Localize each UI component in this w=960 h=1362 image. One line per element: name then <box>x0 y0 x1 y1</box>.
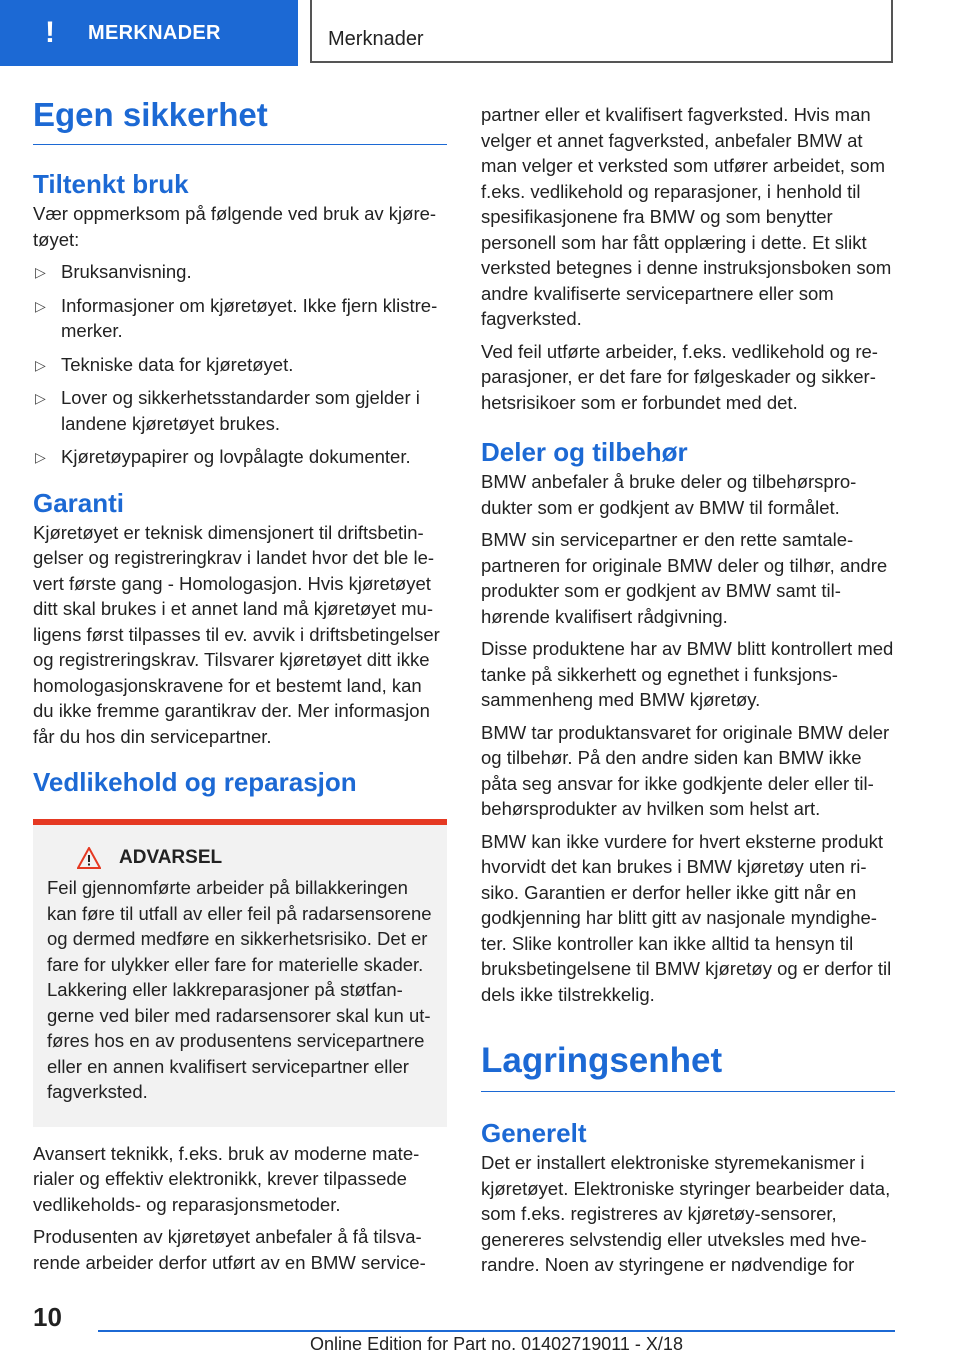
page-number: 10 <box>33 1302 62 1332</box>
chapter-tab-label: MERKNADER <box>88 21 221 44</box>
warning-text: Feil gjennomførte arbeider på billakkeringen kan føre til utfall av eller feil på radarsensorene og dermed medføre en sikkerhetsrisiko. Det er fare for ulykker eller fare for materielle skader. Lakkering eller lakkreparasjoner på støtfangerne ved biler med radarsensorer skal kun utføres hos en av produsentens servicepartnere eller en annen kvalifisert servicepartner eller fagverksted. <box>47 877 432 1102</box>
chapter-tab <box>0 0 298 66</box>
section-title-box <box>310 0 893 63</box>
heading-deler-og-tilbehor: Deler og tilbehør <box>481 437 688 467</box>
left-column <box>33 96 447 1282</box>
list-item: ▷ Kjøretøypapirer og lovpålagte dokumenter. <box>33 444 447 470</box>
parts-paragraph-1: BMW anbefaler å bruke deler og tilbehørsprodukter som er godkjent av BMW til formålet. <box>481 471 857 518</box>
garanti-paragraph: Kjøretøyet er teknisk dimensjonert til driftsbetingelser og registreringkrav i landet hvor det ble levert første gang - Homologasjon. Hvis kjøretøyet ditt skal brukes i et annet land må kjøretøyet muligens først tilpasses til ev. avvik i driftsbetingelser og registreringskrav. Tilsvarer kjøretøyet ditt ikke homologasjonskravene for et bestemt land, kan du ikke fremme garantikrav der. Mer informasjon får du hos din servicepartner. <box>33 521 440 747</box>
triangle-bullet-icon: ▷ <box>35 356 46 373</box>
warning-box <box>33 819 447 1127</box>
usage-list <box>33 259 447 470</box>
intro-paragraph: Vær oppmerksom på følgende ved bruk av kjøretøyet: <box>33 203 437 250</box>
heading-tiltenkt-bruk: Tiltenkt bruk <box>33 169 189 199</box>
generelt-paragraph: Det er installert elektroniske styremekanismer i kjøretøyet. Elektroniske styringer bearbeider data, som f.eks. registreres av kjøretøy-sensorer, genereres selvstendig eller utveksles med hverandre. Noen av styringene er nødvendige for <box>481 1152 891 1275</box>
warning-title: ADVARSEL <box>119 847 223 868</box>
right-column <box>481 102 895 1285</box>
title-egen-sikkerhet: Egen sikkerhet <box>33 96 447 145</box>
section-title: Merknader <box>328 28 424 50</box>
parts-paragraph-5: BMW kan ikke vurdere for hvert eksterne produkt hvorvidt det kan brukes i BMW kjøretøy uten risiko. Garantien er derfor heller ikke gitt når en godkjenning har blitt gitt av nasjonale myndigheter. Slike kontroller kan ikke alltid ta hensyn til bruksbetingelsene til BMW kjøretøy og er derfor til dels ikke tilstrekkelig. <box>481 830 892 1005</box>
heading-vedlikehold: Vedlikehold og reparasjon <box>33 767 357 797</box>
triangle-bullet-icon: ▷ <box>35 297 46 314</box>
footer-edition: Online Edition for Part no. 01402719011 - X/18 <box>310 1334 683 1354</box>
heading-garanti: Garanti <box>33 487 125 518</box>
title-lagringsenhet: Lagringsenhet <box>481 1041 895 1092</box>
exclamation-icon: ! <box>45 16 55 49</box>
parts-paragraph-4: BMW tar produktansvaret for originale BMW deler og tilbehør. På den andre siden kan BMW ikke påta seg ansvar for ikke godkjente deler eller tilbehørsprodukter av hvilken som helst art. <box>481 721 890 819</box>
triangle-bullet-icon: ▷ <box>35 449 46 465</box>
vedlikehold-paragraph-1: Avansert teknikk, f.eks. bruk av moderne materialer og effektiv elektronikk, krever tilpassede vedlikeholds- og reparasjonsmetoder. <box>33 1142 420 1215</box>
list-item: ▷ Bruksanvisning. <box>33 259 447 285</box>
vedlikehold-paragraph-2: Produsenten av kjøretøyet anbefaler å få tilsvarende arbeider derfor utført av en BMW service- <box>33 1226 426 1273</box>
servicepartner-paragraph: partner eller et kvalifisert fagverksted. Hvis man velger et annet fagverksted, anbefaler BMW at man velger et verksted som utfører arbeidet, som f.eks. vedlikehold og reparasjoner, i henhold til spesifikasjonene fra BMW og som benytter personell som har fått opplæring i dette. Et slikt verksted betegnes i denne instruksjonsboken som andre kvalifiserte servicepartnere eller som fagverksted. <box>481 104 892 329</box>
heading-generelt: Generelt <box>481 1118 587 1148</box>
list-item: ▷ Informasjoner om kjøretøyet. Ikke fjern klistremerker. <box>35 294 438 341</box>
footer-divider <box>98 1330 895 1332</box>
parts-paragraph-3: Disse produktene har av BMW blitt kontrollert med tanke på sikkerhett og egnethet i funksjonssammenheng med BMW kjøretøy. <box>481 638 894 710</box>
triangle-bullet-icon: ▷ <box>35 390 46 406</box>
risk-paragraph: Ved feil utførte arbeider, f.eks. vedlikehold og reparasjoner, er det fare for følgeskader og sikkerhetsrisikoer som er forbundet med det. <box>481 340 878 413</box>
triangle-bullet-icon: ▷ <box>35 264 46 280</box>
warning-triangle-icon <box>77 847 101 869</box>
list-item: ▷ Tekniske data for kjøretøyet. <box>33 352 447 378</box>
list-item: ▷ Lover og sikkerhetsstandarder som gjelder i landene kjøretøyet brukes. <box>35 387 420 434</box>
parts-paragraph-2: BMW sin servicepartner er den rette samtalepartneren for originale BMW deler og tilhør, andre produkter som er godkjent av BMW samt tilhørende kvalifisert rådgivning. <box>481 529 888 627</box>
